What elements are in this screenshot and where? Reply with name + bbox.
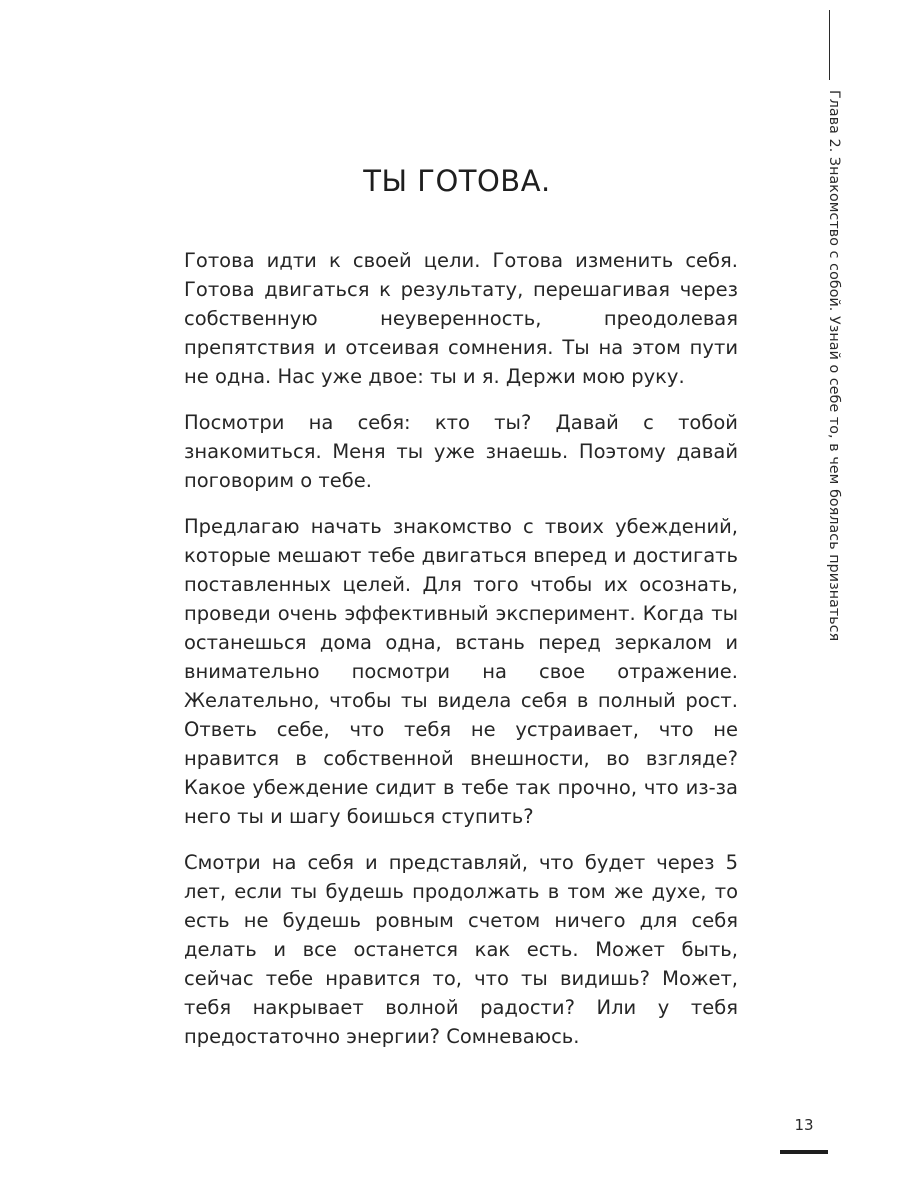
paragraph-4: Смотри на себя и представляй, что будет через 5 лет, если ты будешь продолжать в том же духе, то есть не будешь ровным счетом ничего для себя делать и все останется как есть. Может быть, сейчас тебе нравится то, что ты видишь? Может, тебя накрывает волной радости? Или у тебя предостаточно энергии? Сомневаюсь. (184, 851, 738, 1048)
page-title: ТЫ ГОТОВА. (363, 164, 551, 198)
running-head: Глава 2. Знакомство с собой. Узнай о себе то, в чем боялась признаться (826, 90, 842, 642)
page-number-bar (780, 1150, 828, 1154)
page-number: 13 (794, 1116, 814, 1134)
paragraph-3: Предлагаю начать знакомство с твоих убеждений, которые мешают тебе двигаться вперед и достигать поставленных целей. Для того чтобы их осознать, проведи очень эффективный эксперимент. Когда ты останешься дома одна, встань перед зеркалом и внимательно посмотри на свое отражение. Желательно, чтобы ты видела себя в полный рост. Ответь себе, что тебя не устраивает, что не нравится в собственной внешности, во взгляде? Какое убеждение сидит в тебе так прочно, что из-за него ты и шагу боишься ступить? (184, 515, 738, 828)
paragraph-1: Готова идти к своей цели. Готова изменить себя. Готова двигаться к результату, перешагивая через собственную неуверенность, преодолевая препятствия и отсеивая сомнения. Ты на этом пути не одна. Нас уже двое: ты и я. Держи мою руку. (184, 249, 738, 388)
body-text (184, 246, 738, 1068)
paragraph-2: Посмотри на себя: кто ты? Давай с тобой знакомиться. Меня ты уже знаешь. Поэтому давай поговорим о тебе. (184, 411, 738, 492)
running-head-rule (829, 10, 830, 80)
